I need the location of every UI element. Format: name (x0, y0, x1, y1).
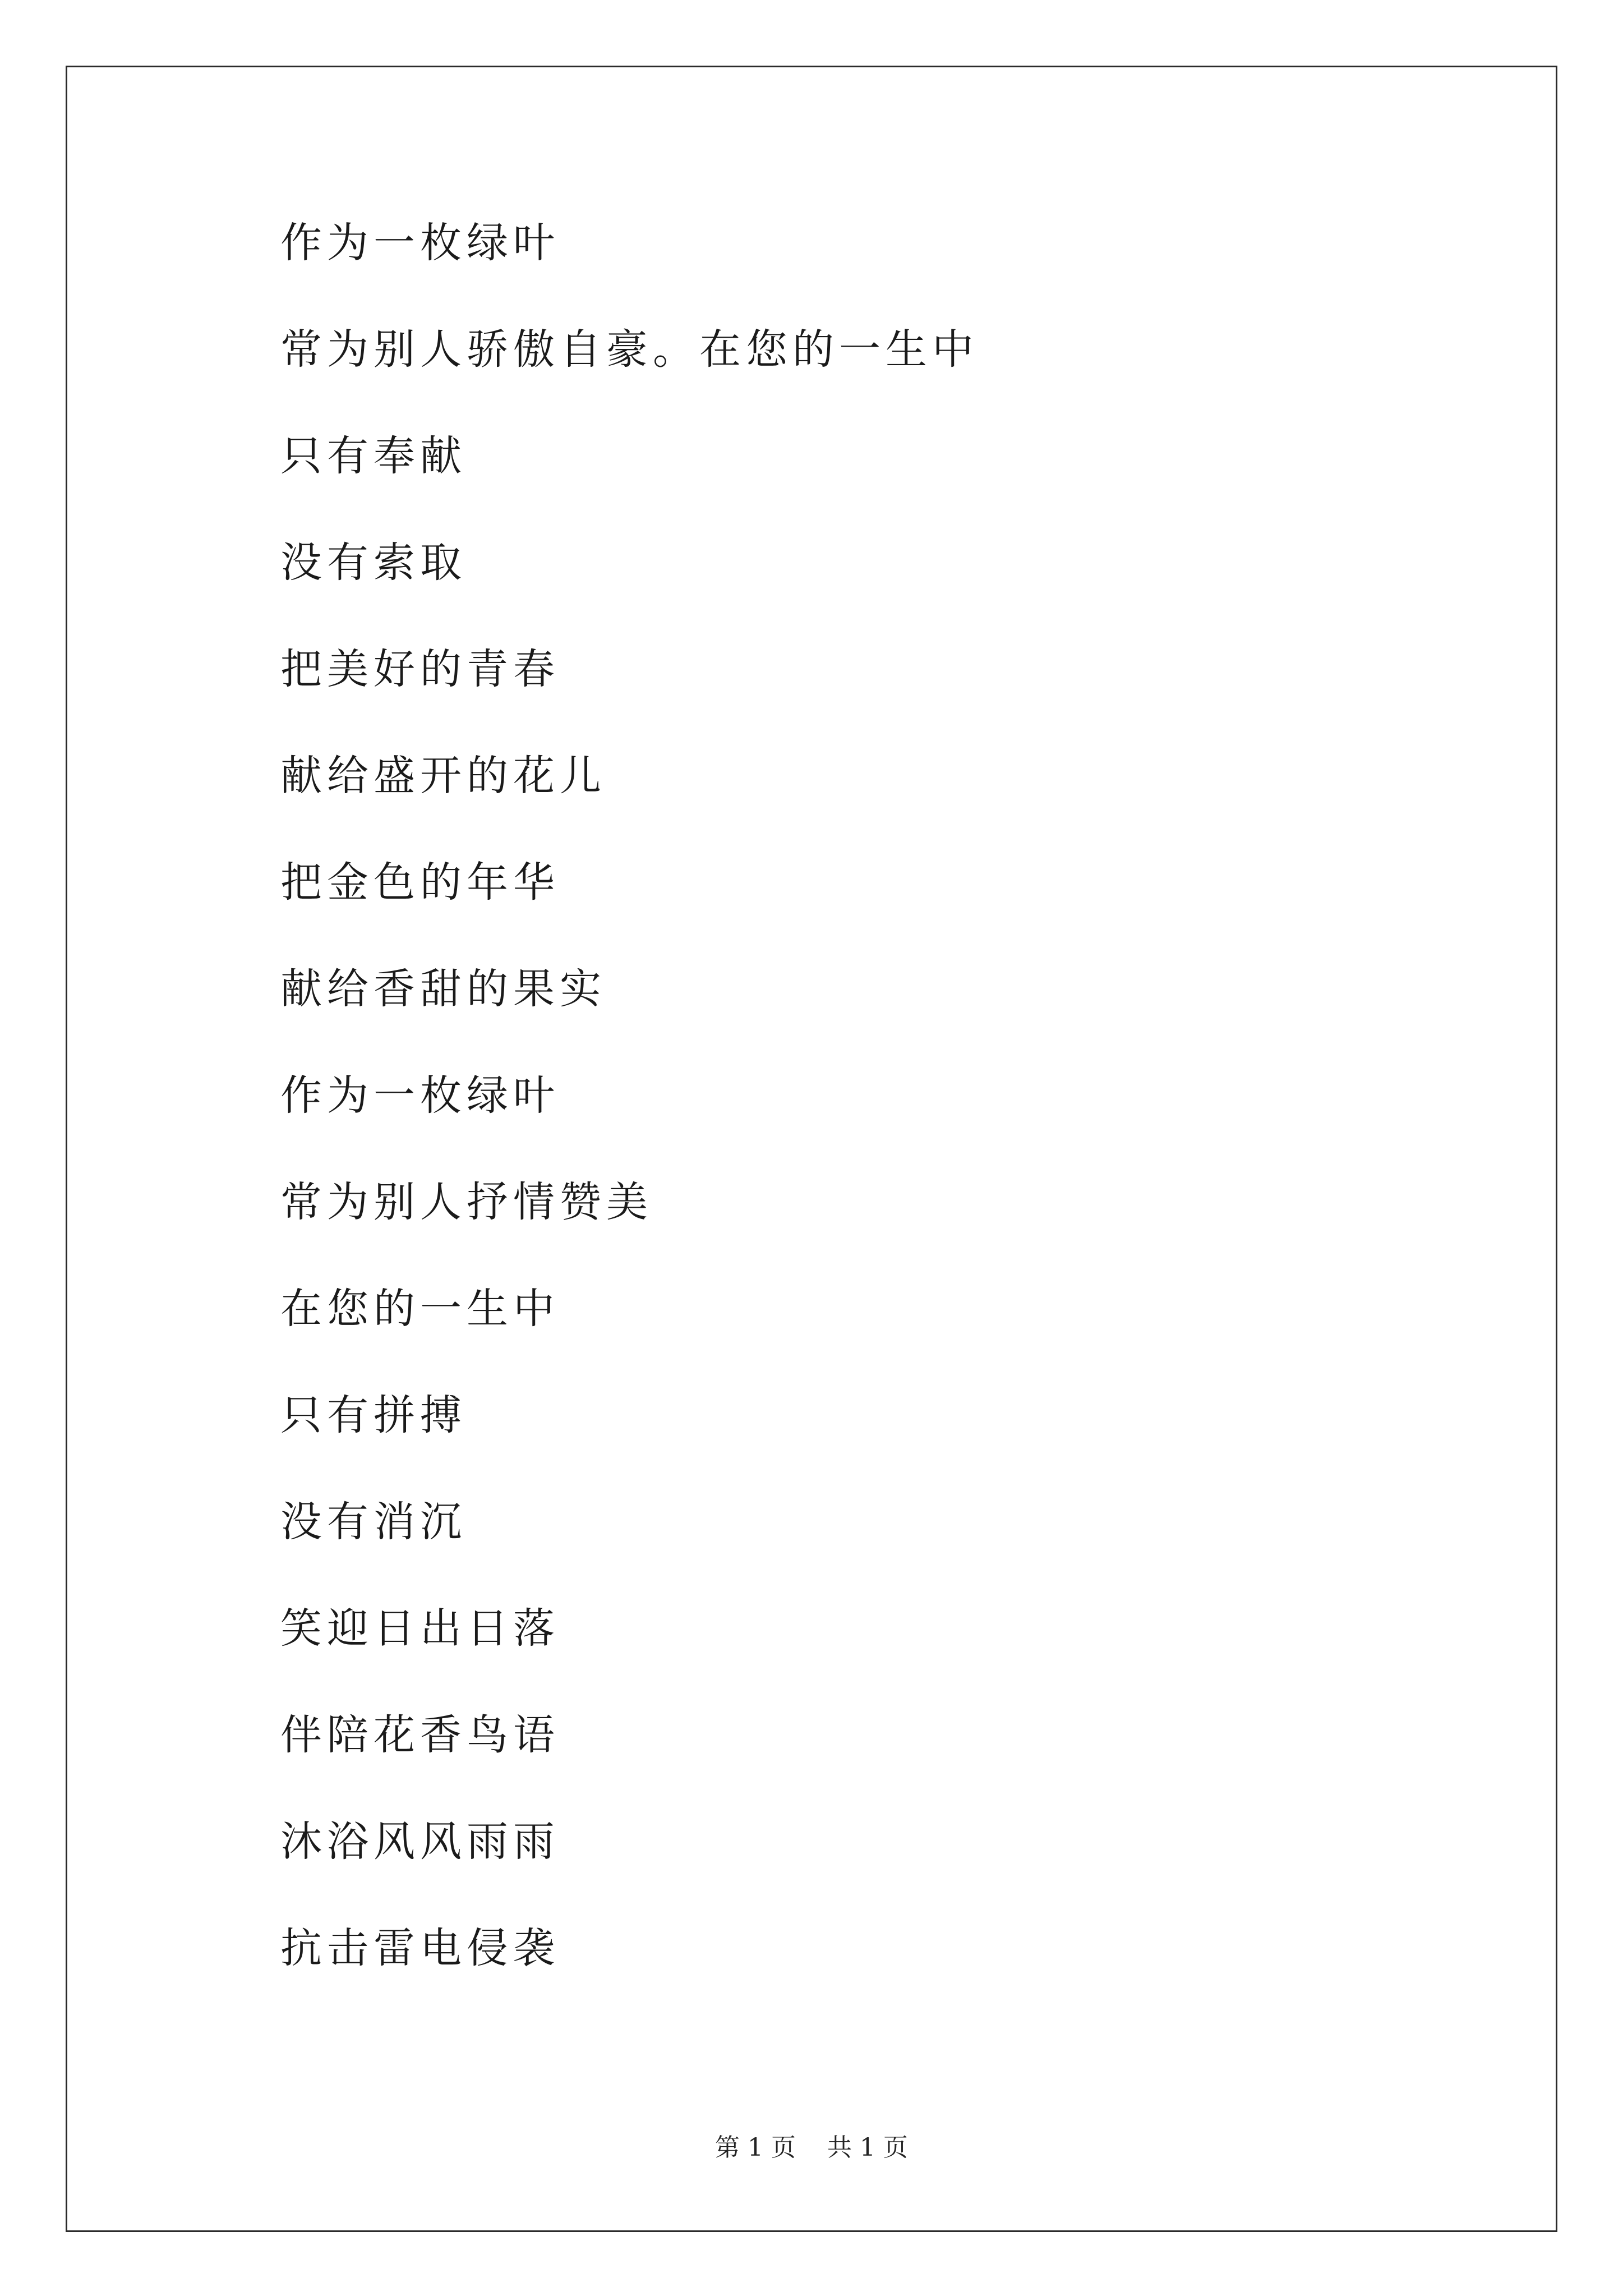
poem-line: 常为别人骄傲自豪。在您的一生中 (280, 325, 979, 374)
poem-line: 献给香甜的果实 (280, 965, 606, 1013)
poem-line: 只有奉献 (280, 432, 467, 480)
poem-line: 作为一枚绿叶 (280, 1071, 560, 1120)
poem-line: 抗击雷电侵袭 (280, 1924, 560, 1972)
poem-line: 没有索取 (280, 539, 467, 587)
page-number-footer: 第 1 页 共 1 页 (715, 2133, 908, 2162)
poem-line: 把金色的年华 (280, 858, 560, 907)
poem-body (280, 219, 979, 2033)
poem-line: 常为别人抒情赞美 (280, 1178, 653, 1226)
poem-line: 没有消沉 (280, 1498, 467, 1546)
poem-line: 沐浴风风雨雨 (280, 1818, 560, 1866)
poem-line: 献给盛开的花儿 (280, 752, 606, 800)
poem-line: 只有拼搏 (280, 1391, 467, 1439)
poem-line: 在您的一生中 (280, 1285, 560, 1333)
poem-line: 伴陪花香鸟语 (280, 1711, 560, 1759)
poem-line: 笑迎日出日落 (280, 1604, 560, 1653)
poem-line: 作为一枚绿叶 (280, 219, 560, 267)
poem-line: 把美好的青春 (280, 645, 560, 693)
